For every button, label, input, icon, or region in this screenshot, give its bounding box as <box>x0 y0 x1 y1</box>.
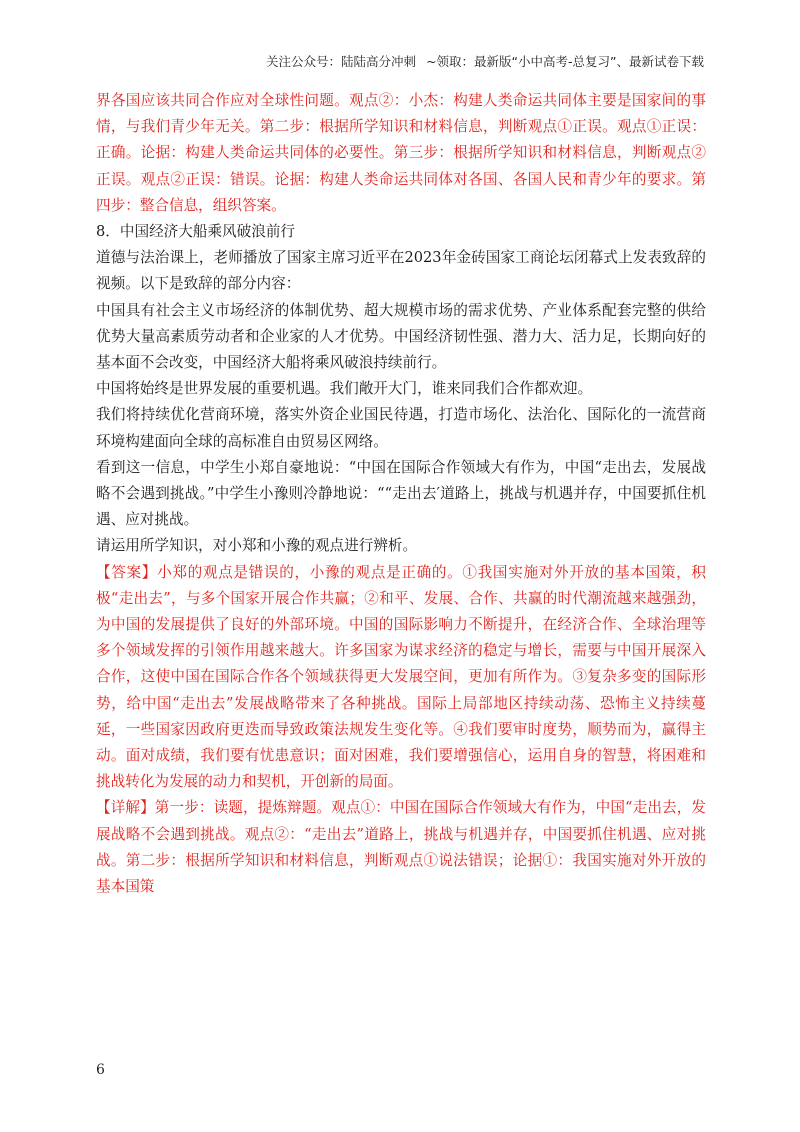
detail-text: 第一步：读题，提炼辩题。观点①：中国在国际合作领域大有作为，中国“走出去，发展战略不会遇到挑战。观点②：“走出去”道路上，挑战与机遇并存，中国要抓住机遇、应对挑战。第二步：根据所学知识和材料信息，判断观点①说法错误；论据①：我国实施对外开放的基本国策 <box>96 799 706 896</box>
question-prompt: 请运用所学知识，对小郑和小豫的观点进行辨析。 <box>96 537 418 555</box>
page-number: 6 <box>96 1062 105 1078</box>
answer-text: 小郑的观点是错误的，小豫的观点是正确的。①我国实施对外开放的基本国策，积极“走出去”，与多个国家开展合作共赢；②和平、发展、合作、共赢的时代潮流越来越强劲，为中国的发展提供了良好的外部环境。中国的国际影响力不断提升，在经济合作、全球治理等多个领域发挥的引领作用越来越大。许多国家为谋求经济的稳定与增长，需要与中国开展深入合作，这使中国在国际合作各个领域获得更大发展空间，更加有所作为。③复杂多变的国际形势，给中国“走出去”发展战略带来了各种挑战。国际上局部地区持续动荡、恐怖主义持续蔓延，一些国家因政府更迭而导致政策法规发生变化等。④我们要审时度势，顺势而为，赢得主动。面对成绩，我们要有忧患意识；面对困难，我们要增强信心，运用自身的智慧，将困难和挑战转化为发展的动力和契机，开创新的局面。 <box>96 563 706 791</box>
detail-block <box>96 795 706 900</box>
student-opinions: 看到这一信息，中学生小郑自豪地说：“中国在国际合作领域大有作为，中国“走出去，发展战略不会遇到挑战。”中学生小豫则冷静地说：““走出去′道路上，挑战与机遇并存，中国要抓住机遇、应对挑战。 <box>96 458 706 529</box>
previous-analysis: 界各国应该共同合作应对全球性问题。观点②：小杰：构建人类命运共同体主要是国家间的事情，与我们青少年无关。第二步：根据所学知识和材料信息，判断观点①正误。观点①正误：正确。论据：构建人类命运共同体的必要性。第三步：根据所学知识和材料信息，判断观点②正误。观点②正误：错误。论据：构建人类命运共同体对各国、各国人民和青少年的要求。第四步：整合信息，组织答案。 <box>96 92 706 214</box>
answer-tag: 【答案】 <box>96 563 158 581</box>
speech-paragraph-2: 中国将始终是世界发展的重要机遇。我们敞开大门，谁来同我们合作都欢迎。 <box>96 380 593 398</box>
speech-paragraph-3: 我们将持续优化营商环境，落实外资企业国民待遇，打造市场化、法治化、国际化的一流营商环境构建面向全球的高标准自由贸易区网络。 <box>96 406 706 450</box>
question-title: 8．中国经济大船乘风破浪前行 <box>96 223 296 241</box>
detail-tag: 【详解】 <box>96 799 155 817</box>
page-header <box>266 52 704 70</box>
header-promo-text: ~领取：最新版“小中高考-总复习”、最新试卷下载 <box>426 54 704 69</box>
speech-paragraph-1: 中国具有社会主义市场经济的体制优势、超大规模市场的需求优势、产业体系配套完整的供给优势大量高素质劳动者和企业家的人才优势。中国经济韧性强、潜力大、活力足，长期向好的基本面不会改变，中国经济大船将乘风破浪持续前行。 <box>96 301 706 372</box>
answer-block <box>96 560 706 796</box>
document-body <box>96 88 706 900</box>
question-intro: 道德与法治课上，老师播放了国家主席习近平在2023年金砖国家工商论坛闭幕式上发表致辞的视频。以下是致辞的部分内容： <box>96 249 706 293</box>
header-account-text: 关注公众号：陆陆高分冲刺 <box>266 54 417 69</box>
